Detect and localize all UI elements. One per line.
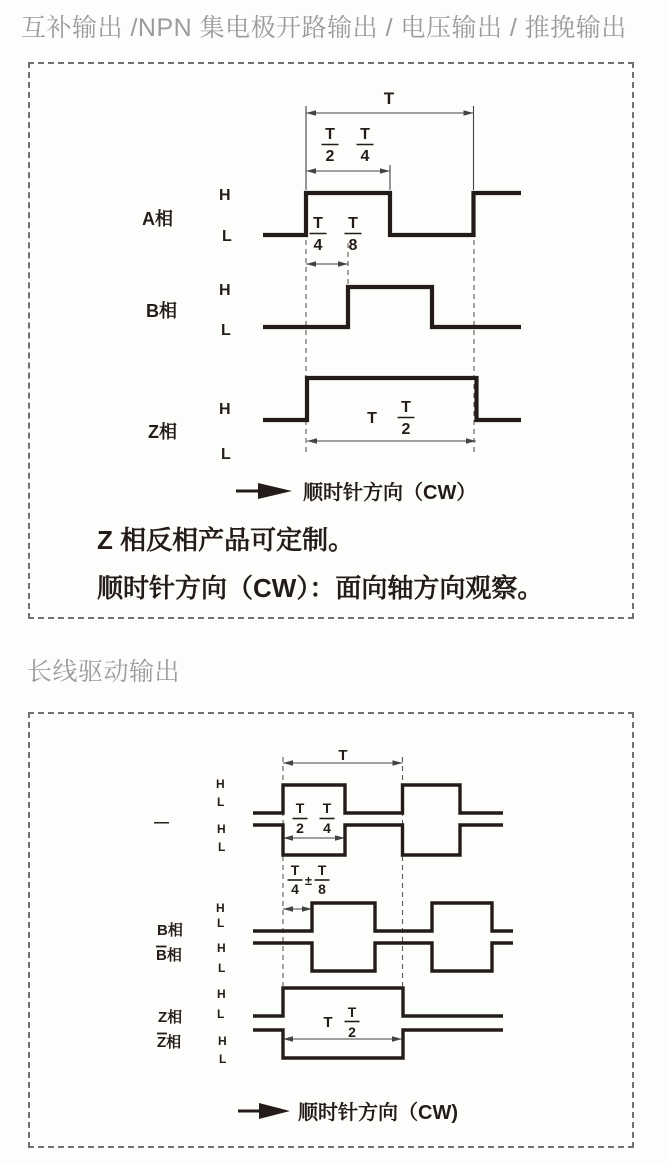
group-b-wave — [253, 903, 513, 931]
group-b-bar-label: B相 — [156, 947, 182, 964]
group-b-wave-inverted — [253, 943, 513, 971]
section1-diagram — [28, 62, 634, 619]
note-line-2: 顺时针方向（CW）：面向轴方向观察。 — [97, 573, 544, 603]
phase-a-l: L — [222, 228, 232, 245]
phase-b-wave — [263, 287, 521, 327]
t-label: T — [383, 89, 395, 108]
group-z — [157, 987, 503, 1066]
section2-box — [28, 712, 634, 1148]
phase-a-label: A相 — [142, 209, 173, 229]
phase-z-wave — [263, 378, 521, 420]
svg-text:H: H — [217, 822, 226, 836]
group-b-label: B相 — [157, 922, 183, 939]
svg-text:T: T — [348, 215, 358, 232]
svg-text:T: T — [290, 862, 300, 878]
svg-text:±: ± — [304, 873, 313, 888]
section2-diagram — [28, 712, 634, 1148]
z-t-label: T — [367, 410, 377, 427]
group-z-label: Z相 — [158, 1009, 183, 1026]
fraction-mid-t4 — [310, 215, 327, 254]
fraction-z-t2 — [345, 1004, 360, 1040]
svg-text:L: L — [217, 795, 225, 809]
phase-a-h: H — [219, 187, 231, 204]
svg-text:T: T — [295, 800, 305, 816]
phase-a-wave — [263, 193, 521, 235]
phase-a — [142, 187, 521, 245]
svg-text:L: L — [219, 1052, 227, 1066]
svg-text:8: 8 — [348, 237, 358, 254]
svg-text:4: 4 — [360, 148, 370, 165]
fraction-t4 — [357, 126, 374, 165]
cw-direction — [238, 1100, 458, 1124]
svg-text:H: H — [217, 941, 226, 955]
svg-text:H: H — [216, 777, 225, 791]
fraction-z-t2 — [398, 399, 415, 438]
group-z-wave-inverted — [253, 1030, 503, 1058]
cw-arrow-icon — [259, 1103, 290, 1119]
fraction-t4 — [320, 800, 335, 836]
phase-z-h: H — [219, 401, 231, 418]
group-b — [156, 901, 513, 975]
group-a-wave-inverted — [253, 825, 503, 855]
svg-text:L: L — [218, 961, 226, 975]
group-a — [154, 777, 503, 855]
svg-text:H: H — [218, 1034, 227, 1048]
note-line-1: Z 相反相产品可定制。 — [97, 525, 355, 555]
phase-z-label: Z相 — [148, 422, 177, 442]
fraction-t4-pm-t8 — [288, 862, 330, 897]
svg-text:L: L — [217, 1007, 225, 1021]
svg-text:H: H — [217, 987, 226, 1001]
svg-text:T: T — [360, 126, 370, 143]
svg-text:T: T — [347, 1004, 357, 1020]
phase-b-label: B相 — [146, 301, 177, 321]
section1-box — [28, 62, 634, 619]
section1-title: 互补输出 /NPN 集电极开路输出 / 电压输出 / 推挽输出 — [21, 14, 627, 42]
phase-b — [146, 282, 521, 339]
fraction-t2 — [293, 800, 308, 836]
svg-text:T: T — [325, 126, 335, 143]
svg-text:4: 4 — [313, 237, 323, 254]
svg-text:H: H — [216, 901, 225, 915]
phase-z — [148, 378, 521, 463]
fraction-t2 — [322, 126, 339, 165]
phase-b-h: H — [219, 282, 231, 299]
cw-direction — [236, 480, 476, 504]
cw-arrow-icon — [258, 483, 292, 499]
z-t-label: T — [323, 1014, 333, 1031]
group-a-label: — — [154, 814, 169, 831]
group-z-bar-label: Z相 — [157, 1034, 182, 1051]
svg-text:8: 8 — [318, 881, 326, 897]
svg-text:2: 2 — [296, 820, 304, 836]
svg-text:L: L — [218, 840, 226, 854]
svg-text:T: T — [322, 800, 332, 816]
phase-b-l: L — [221, 322, 231, 339]
svg-text:4: 4 — [291, 881, 299, 897]
svg-text:4: 4 — [323, 820, 331, 836]
svg-text:T: T — [313, 215, 323, 232]
group-z-wave — [253, 988, 503, 1016]
cw-label: 顺时针方向（CW） — [303, 482, 477, 504]
svg-text:T: T — [401, 399, 411, 416]
fraction-mid-t8 — [345, 215, 362, 254]
svg-text:2: 2 — [348, 1024, 356, 1040]
svg-text:2: 2 — [325, 148, 335, 165]
svg-text:L: L — [217, 916, 225, 930]
svg-text:2: 2 — [401, 421, 411, 438]
section2-title: 长线驱动输出 — [27, 658, 181, 686]
group-a-wave — [253, 785, 503, 813]
cw-label: 顺时针方向（CW) — [298, 1102, 458, 1124]
phase-z-l: L — [221, 446, 231, 463]
t-label: T — [338, 747, 348, 764]
svg-text:T: T — [317, 862, 327, 878]
